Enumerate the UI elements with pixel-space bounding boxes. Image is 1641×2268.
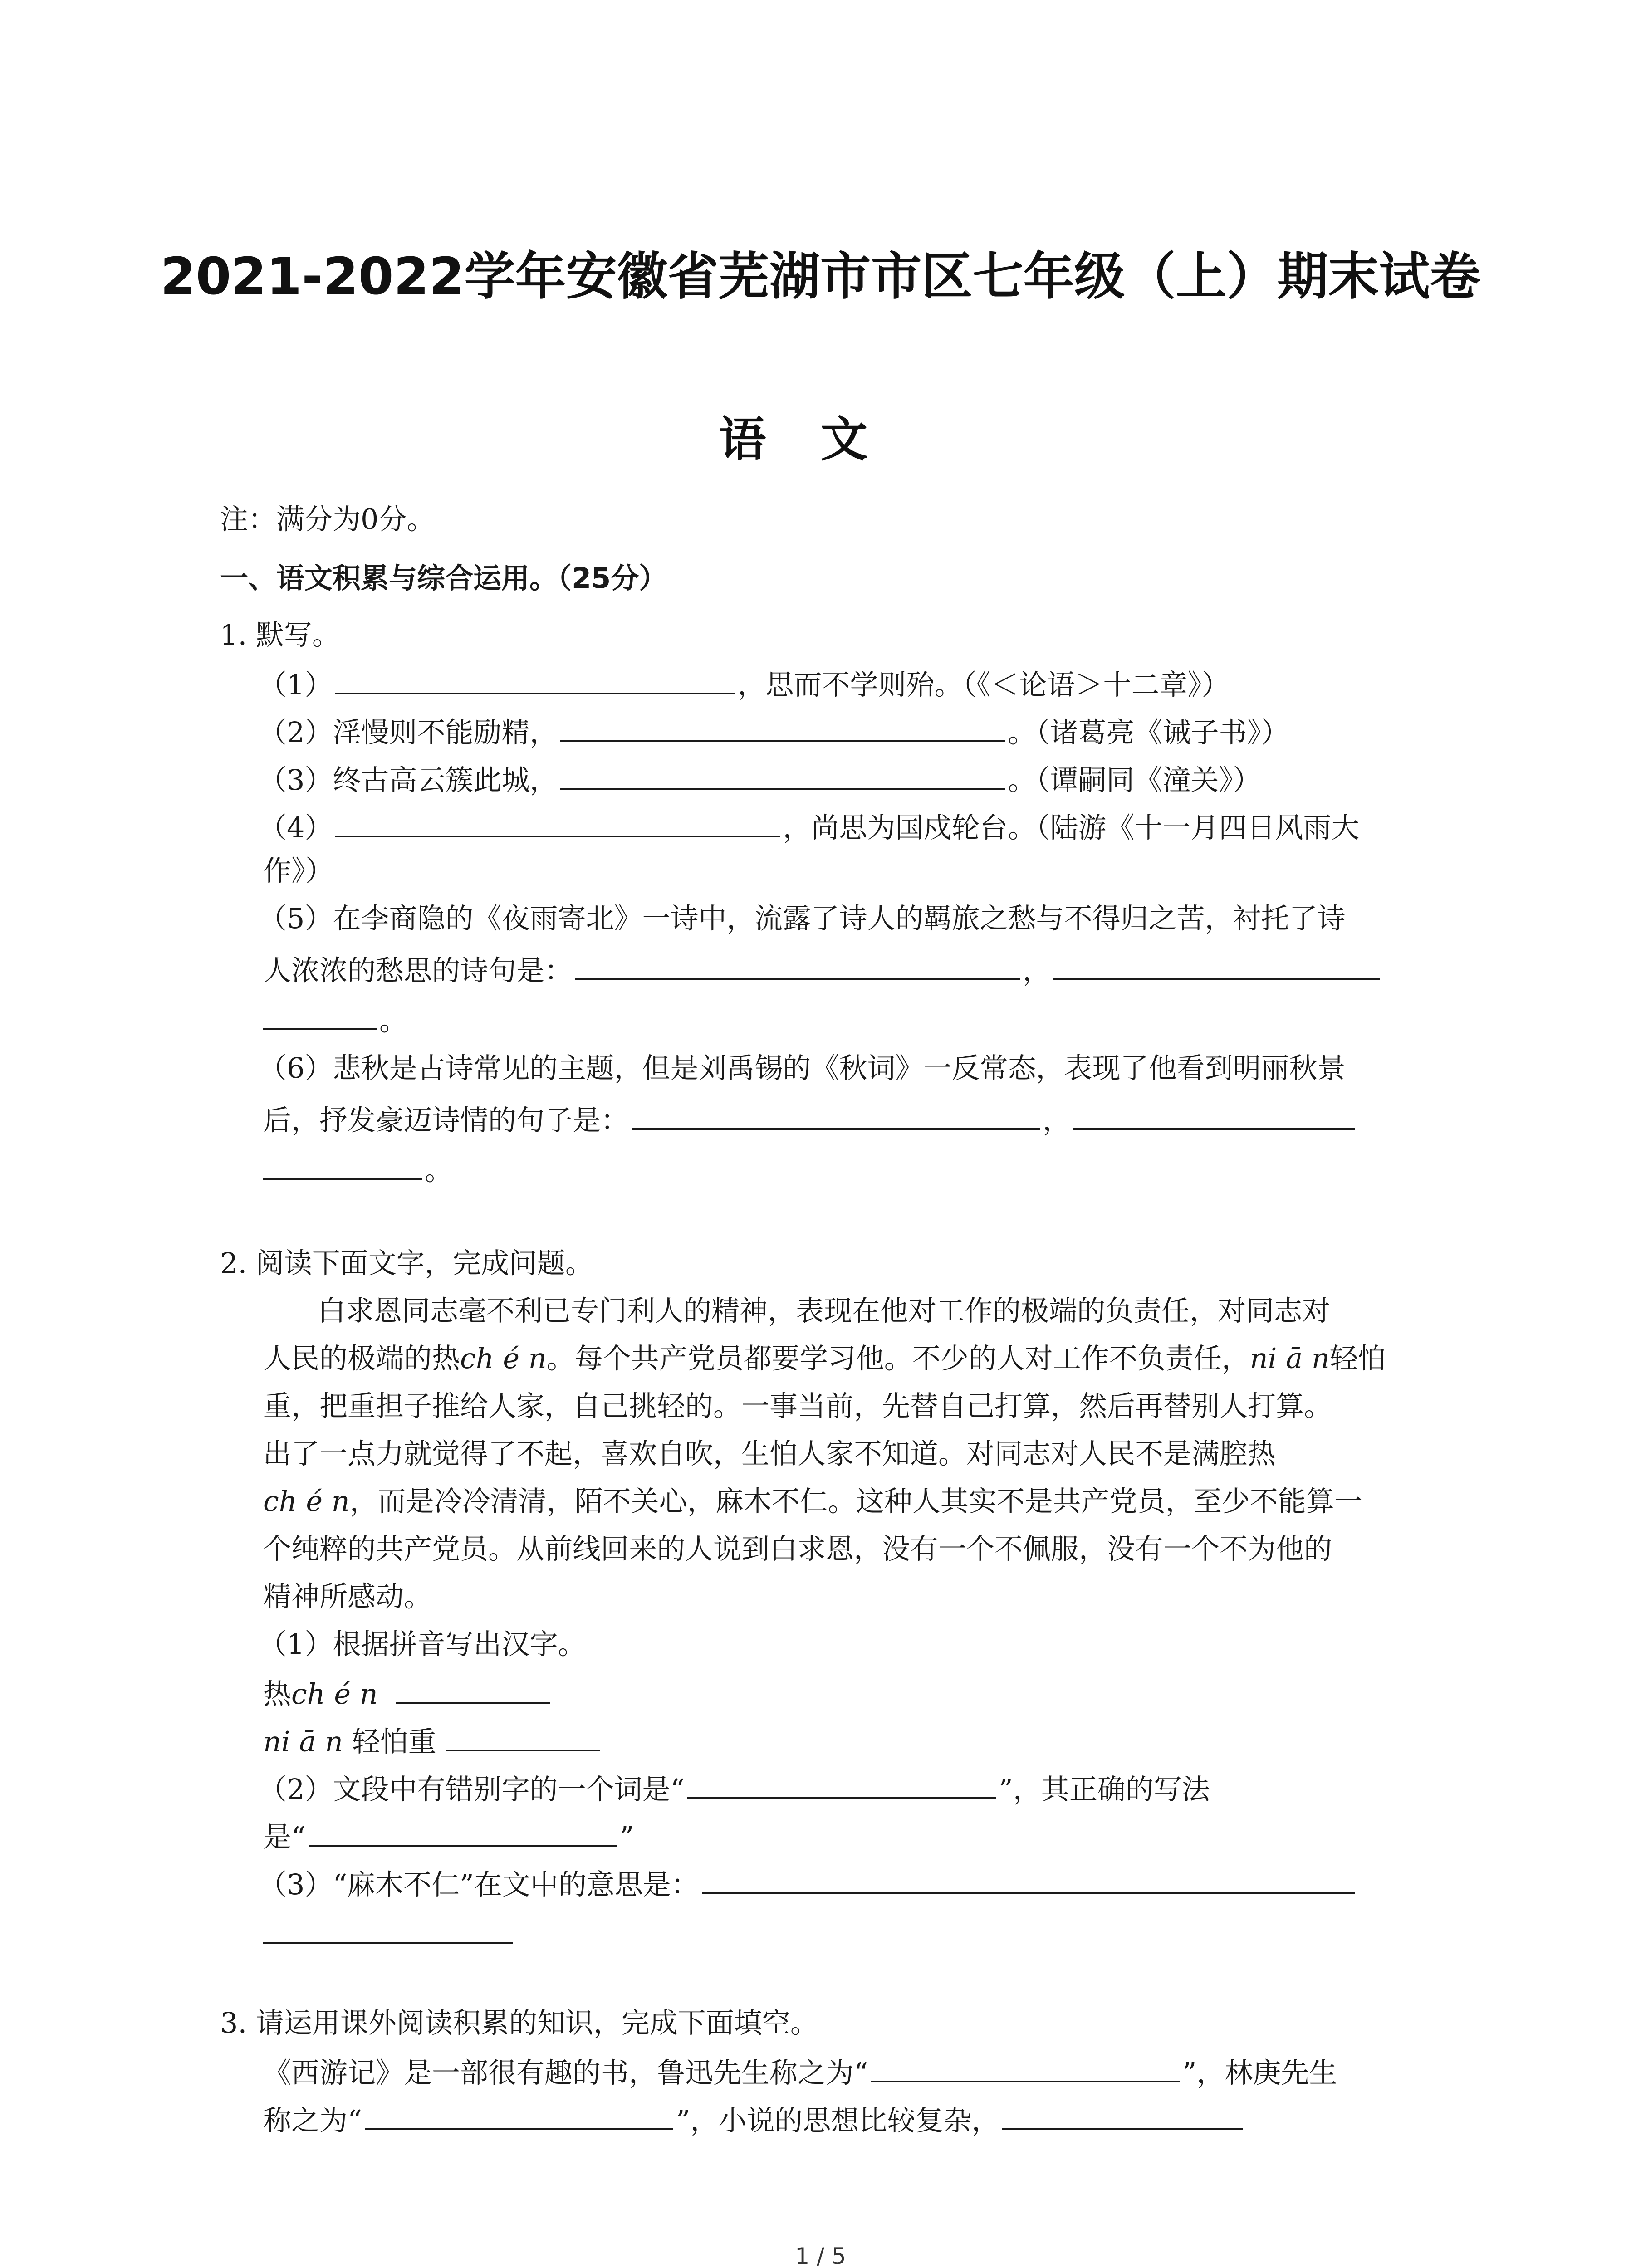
score-note: 注：满分为0分。 [220,503,435,536]
answer-blank[interactable] [871,2053,1180,2082]
item-text: 。（诸葛亮《诫子书》） [1008,716,1289,749]
passage-text: ，而是冷冷清清，陌不关心，麻木不仁。这种人其实不是共产党员，至少不能算一 [349,1485,1362,1518]
q1-item-4-cont: 作》） [263,854,334,887]
pinyin: ch é n [291,1677,378,1711]
sub-text: （2）文段中有错别字的一个词是“ [259,1773,685,1806]
item-text: 后，抒发豪迈诗情的句子是： [263,1104,629,1137]
passage-text: 轻怕 [1329,1342,1386,1375]
item-number: （1） [259,668,333,701]
q1-item-3 [259,760,1261,798]
passage-line: 白求恩同志毫不利已专门利人的精神，表现在他对工作的极端的负责任，对同志对 [318,1294,1331,1327]
q1-item-5-line1: （5）在李商隐的《夜雨寄北》一诗中，流露了诗人的羁旅之愁与不得归之苦，衬托了诗 [259,902,1346,935]
answer-blank[interactable] [263,1150,422,1180]
section-heading: 一、语文积累与综合运用。（25分） [220,562,667,595]
answer-blank[interactable] [560,712,1005,742]
item-end: 。 [379,1004,408,1037]
q2-sub-3-cont [263,1914,515,1953]
q2-sub-1: （1）根据拼音写出汉字。 [259,1628,586,1661]
answer-blank[interactable] [687,1769,996,1799]
q3-text: ”，林庚先生 [1182,2056,1337,2089]
answer-blank[interactable] [702,1864,1355,1894]
page-title: 2021-2022学年安徽省芜湖市市区七年级（上）期末试卷 [160,247,1481,306]
answer-blank[interactable] [1053,950,1380,980]
answer-blank[interactable] [263,1914,513,1944]
question-3-stem: 3. 请运用课外阅读积累的知识，完成下面填空。 [220,2006,818,2039]
q1-item-4 [259,807,1359,846]
page-number: 1 / 5 [795,2243,846,2268]
answer-blank[interactable] [335,665,735,694]
sub-text: ” [619,1820,634,1853]
comma: ， [1023,954,1051,987]
answer-blank[interactable] [632,1100,1040,1130]
answer-blank[interactable] [575,950,1020,980]
q1-item-5-line2 [263,950,1383,989]
answer-blank[interactable] [446,1721,600,1751]
q2-sub-3 [259,1864,1358,1903]
q1-item-6-line2 [263,1100,1357,1139]
item-text: 。（谭嗣同《潼关》） [1008,763,1261,797]
answer-blank[interactable] [1073,1100,1355,1130]
comma: ， [1043,1104,1071,1137]
question-2-stem: 2. 阅读下面文字，完成问题。 [220,1246,593,1280]
q3-line-1 [263,2053,1337,2091]
q2-sub-1a [263,1674,553,1712]
item-text: （3）终古高云簇此城， [259,763,558,797]
passage-line: 个纯粹的共产党员。从前线回来的人说到白求恩，没有一个不佩服，没有一个不为他的 [263,1532,1332,1565]
sub-text: ”，其正确的写法 [999,1773,1210,1806]
pinyin: ni ā n [263,1725,343,1758]
passage-line: 精神所感动。 [263,1580,432,1613]
pinyin: ch é n [263,1485,350,1518]
item-text: ，思而不学则殆。（《＜论语＞十二章》） [737,668,1230,701]
q1-item-1 [259,665,1230,703]
q1-item-5-line3 [263,1000,407,1039]
passage-line [263,1340,1386,1377]
answer-blank[interactable] [560,760,1005,790]
answer-blank[interactable] [309,1817,617,1847]
item-end: 。 [425,1154,453,1187]
q3-text: 称之为“ [263,2104,362,2137]
item-number: （4） [259,811,333,844]
q1-item-2 [259,712,1289,751]
passage-line [263,1483,1362,1520]
pinyin: ch é n [460,1342,547,1375]
answer-blank[interactable] [396,1674,550,1704]
q3-text: ”，小说的思想比较复杂， [676,2104,1000,2137]
answer-blank[interactable] [263,1000,377,1030]
q3-text: 《西游记》是一部很有趣的书，鲁迅先生称之为“ [263,2056,868,2089]
subject-heading: 语文 [719,412,922,467]
passage-text: 。每个共产党员都要学习他。不少的人对工作不负责任， [546,1342,1250,1375]
sub-text: 热 [263,1677,292,1711]
item-text: ，尚思为国戍轮台。（陆游《十一月四日风雨大 [783,811,1360,844]
q2-sub-2-cont [263,1817,634,1855]
answer-blank[interactable] [1002,2100,1243,2130]
passage-line: 重，把重担子推给人家，自己挑轻的。一事当前，先替自己打算，然后再替别人打算。 [263,1389,1332,1422]
passage-text: 人民的极端的热 [263,1342,460,1375]
q2-sub-1b [263,1721,603,1760]
q1-item-6-line1: （6）悲秋是古诗常见的主题，但是刘禹锡的《秋词》一反常态，表现了他看到明丽秋景 [259,1051,1346,1085]
answer-blank[interactable] [335,807,780,837]
pinyin: ni ā n [1249,1342,1330,1375]
sub-text: 是“ [263,1820,306,1853]
q3-line-2 [263,2100,1245,2139]
answer-blank[interactable] [365,2100,673,2130]
sub-text: 轻怕重 [343,1725,436,1758]
question-1-stem: 1. 默写。 [220,618,340,651]
sub-text: （3）“麻木不仁”在文中的意思是： [259,1868,699,1901]
q2-sub-2 [259,1769,1210,1808]
passage-line: 出了一点力就觉得了不起，喜欢自吹，生怕人家不知道。对同志对人民不是满腔热 [263,1437,1276,1470]
item-text: 人浓浓的愁思的诗句是： [263,954,573,987]
q1-item-6-line3 [263,1150,453,1188]
item-text: （2）淫慢则不能励精， [259,716,558,749]
